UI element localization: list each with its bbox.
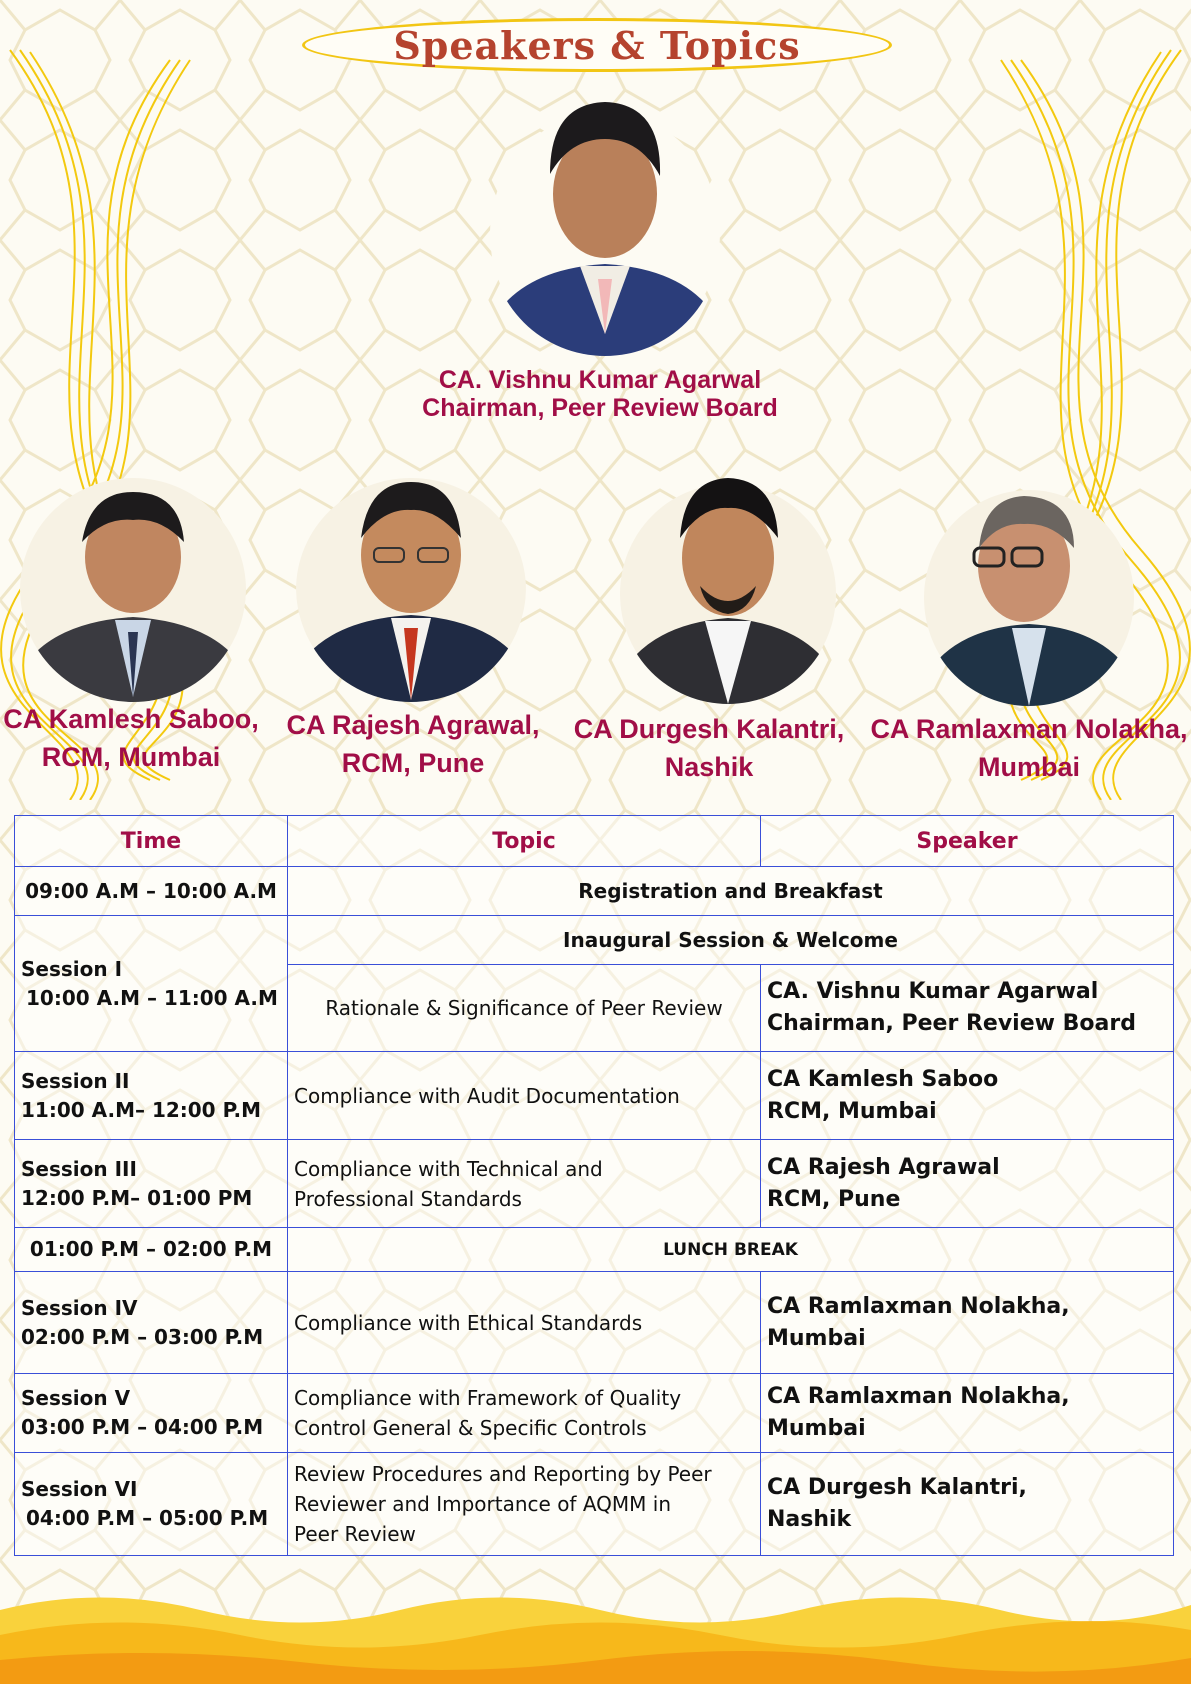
- table-row-session-6: [15, 1453, 1174, 1556]
- registration-label: Registration and Breakfast: [288, 867, 1174, 916]
- speaker-cell: [761, 1272, 1174, 1374]
- session-name: Session III: [21, 1156, 137, 1181]
- time-cell: [15, 1052, 288, 1140]
- speaker-cell: [761, 1374, 1174, 1453]
- speaker-location: Nashik: [664, 752, 754, 782]
- topic-cell: Compliance with Ethical Standards: [288, 1272, 761, 1374]
- topic-cell: [288, 1140, 761, 1228]
- header-time: Time: [15, 816, 288, 867]
- speaker-name: CA Durgesh Kalantri,: [573, 714, 845, 744]
- table-header-row: [15, 816, 1174, 867]
- speaker-caption-kamlesh: [0, 700, 262, 776]
- session-name: Session VI: [21, 1477, 138, 1501]
- speaker-location: Mumbai: [767, 1325, 866, 1351]
- session-time: 11:00 A.M– 12:00 P.M: [21, 1097, 262, 1122]
- table-row-session-4: [15, 1272, 1174, 1374]
- speaker-name: CA Durgesh Kalantri,: [767, 1475, 1027, 1500]
- session-time: 10:00 A.M – 11:00 A.M: [26, 985, 278, 1010]
- time-cell: [15, 1374, 288, 1453]
- speaker-photo-durgesh: [620, 466, 836, 704]
- speaker-location: Mumbai: [767, 1416, 866, 1441]
- table-row-session-2: [15, 1052, 1174, 1140]
- speaker-name: CA Kamlesh Saboo,: [3, 704, 259, 734]
- session-name: Session IV: [21, 1295, 138, 1320]
- time-cell: 01:00 P.M – 02:00 P.M: [15, 1228, 288, 1272]
- speaker-location: RCM, Mumbai: [767, 1098, 937, 1124]
- chairman-photo: [490, 84, 720, 356]
- session-name: Session V: [21, 1386, 131, 1410]
- chairman-role: Chairman, Peer Review Board: [422, 394, 778, 422]
- speaker-name: CA Rajesh Agrawal: [767, 1154, 1000, 1180]
- speaker-location: RCM, Pune: [767, 1186, 901, 1212]
- topic-cell: [288, 1453, 761, 1556]
- table-row-session-5: [15, 1374, 1174, 1453]
- topic-line: Review Procedures and Reporting by Peer: [294, 1462, 712, 1486]
- speaker-caption-durgesh: [566, 710, 852, 786]
- table-row-registration: [15, 867, 1174, 916]
- topic-cell: Rationale & Significance of Peer Review: [288, 965, 761, 1052]
- speaker-location: Nashik: [767, 1507, 852, 1532]
- session-name: Session II: [21, 1068, 130, 1093]
- topic-line: Reviewer and Importance of AQMM in: [294, 1492, 672, 1516]
- topic-line: Compliance with Technical and: [294, 1156, 603, 1181]
- topic-line: Peer Review: [294, 1522, 416, 1546]
- header-topic: Topic: [288, 816, 761, 867]
- topic-line: Control General & Specific Controls: [294, 1416, 647, 1440]
- session-1-time-cell: [15, 916, 288, 1052]
- inaugural-label: Inaugural Session & Welcome: [288, 916, 1174, 965]
- topic-line: Professional Standards: [294, 1186, 522, 1211]
- time-cell: [15, 1453, 288, 1556]
- page-title: Speakers & Topics: [393, 22, 801, 68]
- speaker-caption-rajesh: [280, 706, 546, 782]
- speaker-cell: [761, 965, 1174, 1052]
- chairman-name: CA. Vishnu Kumar Agarwal: [438, 366, 762, 394]
- speaker-caption-ramlaxman: [868, 710, 1190, 786]
- speaker-photo-ramlaxman: [924, 478, 1134, 706]
- speaker-name: CA Rajesh Agrawal,: [286, 710, 540, 740]
- chairman-caption: [340, 366, 860, 422]
- topic-line: Compliance with Framework of Quality: [294, 1386, 682, 1410]
- session-time: 03:00 P.M – 04:00 P.M: [21, 1415, 264, 1439]
- speaker-photo-rajesh: [296, 460, 526, 702]
- table-row-session-3: [15, 1140, 1174, 1228]
- speaker-name: CA Ramlaxman Nolakha,: [870, 714, 1188, 744]
- speaker-location: Mumbai: [977, 752, 1080, 782]
- speaker-cell: [761, 1052, 1174, 1140]
- speaker-role: Chairman, Peer Review Board: [767, 1011, 1136, 1036]
- table-row-lunch: [15, 1228, 1174, 1272]
- speaker-name: CA Ramlaxman Nolakha,: [767, 1384, 1070, 1409]
- session-time: 04:00 P.M – 05:00 P.M: [26, 1506, 269, 1530]
- time-cell: 09:00 A.M – 10:00 A.M: [15, 867, 288, 916]
- table-row-inaugural: [15, 916, 1174, 965]
- header-speaker: Speaker: [761, 816, 1174, 867]
- title-banner: [302, 18, 892, 72]
- schedule-table: [14, 815, 1174, 1556]
- speaker-name: CA Ramlaxman Nolakha,: [767, 1293, 1070, 1319]
- session-name: Session I: [21, 956, 123, 981]
- topic-cell: Compliance with Audit Documentation: [288, 1052, 761, 1140]
- session-time: 02:00 P.M – 03:00 P.M: [21, 1324, 264, 1349]
- session-time: 12:00 P.M– 01:00 PM: [21, 1185, 253, 1210]
- speaker-cell: [761, 1140, 1174, 1228]
- speaker-location: RCM, Mumbai: [41, 742, 221, 772]
- topic-cell: [288, 1374, 761, 1453]
- speaker-cell: [761, 1453, 1174, 1556]
- speaker-name: CA Kamlesh Saboo: [767, 1066, 999, 1092]
- time-cell: [15, 1140, 288, 1228]
- speaker-name: CA. Vishnu Kumar Agarwal: [767, 979, 1099, 1004]
- speaker-location: RCM, Pune: [341, 748, 485, 778]
- time-cell: [15, 1272, 288, 1374]
- bottom-wave-decoration: [0, 1580, 1191, 1684]
- lunch-label: LUNCH BREAK: [288, 1228, 1174, 1272]
- speaker-photo-kamlesh: [20, 462, 246, 702]
